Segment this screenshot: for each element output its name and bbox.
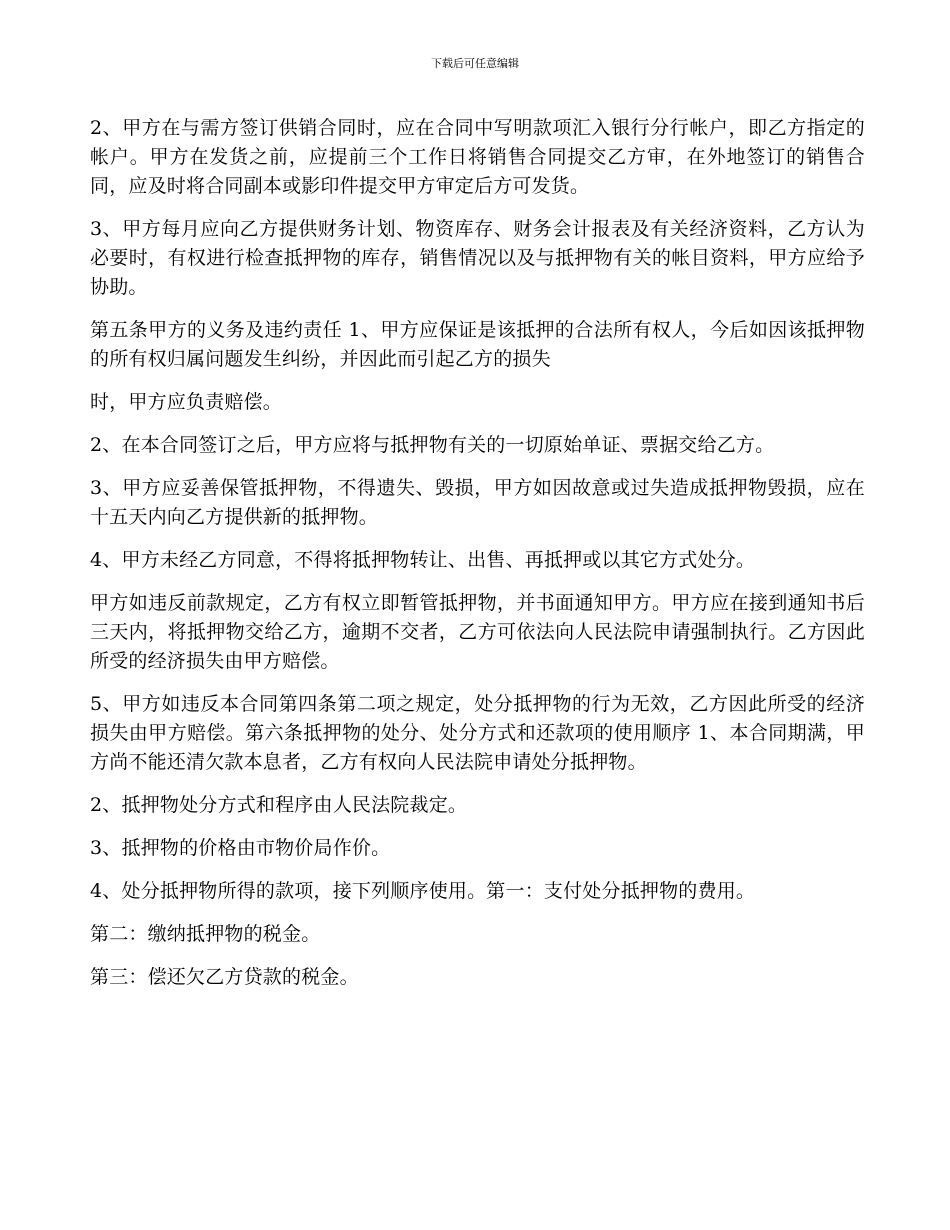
paragraph-article-5-1-cont: 时，甲方应负责赔偿。 [90, 391, 283, 413]
document-body [90, 114, 865, 1006]
paragraph-article-5-4: 4、甲方未经乙方同意，不得将抵押物转让、出售、再抵押或以其它方式处分。 [90, 549, 756, 571]
paragraph-clause-4-3: 3、甲方每月应向乙方提供财务计划、物资库存、财务会计报表及有关经济资料，乙方认为必要时，有权进行检查抵押物的库存，销售情况以及与抵押物有关的帐目资料，甲方应给予协助。 [90, 218, 865, 298]
paragraph-article-5-3: 3、甲方应妥善保管抵押物，不得遗失、毁损，甲方如因故意或过失造成抵押物毁损，应在十五天内向乙方提供新的抵押物。 [90, 477, 865, 528]
paragraph-article-5-4-detail: 甲方如违反前款规定，乙方有权立即暂管抵押物，并书面通知甲方。甲方应在接到通知书后三天内，将抵押物交给乙方，逾期不交者，乙方可依法向人民法院申请强制执行。乙方因此所受的经济损失由甲方赔偿。 [90, 592, 865, 672]
paragraph-article-6-4: 4、处分抵押物所得的款项，接下列顺序使用。第一：支付处分抵押物的费用。 [90, 880, 756, 902]
paragraph-article-5-1: 第五条甲方的义务及违约责任 1、甲方应保证是该抵押的合法所有权人，今后如因该抵押物的所有权归属问题发生纠纷，并因此而引起乙方的损失 [90, 319, 865, 370]
paragraph-article-5-2: 2、在本合同签订之后，甲方应将与抵押物有关的一切原始单证、票据交给乙方。 [90, 434, 775, 456]
paragraph-article-5-5-article-6-1: 5、甲方如违反本合同第四条第二项之规定，处分抵押物的行为无效，乙方因此所受的经济损失由甲方赔偿。第六条抵押物的处分、处分方式和还款项的使用顺序 1、本合同期满，甲方尚不能还清欠款本息者，乙方有权向人民法院申请处分抵押物。 [90, 693, 865, 773]
page-header: 下载后可任意编辑 [431, 57, 519, 70]
paragraph-article-6-3: 3、抵押物的价格由市物价局作价。 [90, 837, 391, 859]
paragraph-clause-4-2: 2、甲方在与需方签订供销合同时，应在合同中写明款项汇入银行分行帐户，即乙方指定的帐户。甲方在发货之前，应提前三个工作日将销售合同提交乙方审，在外地签订的销售合同，应及时将合同副本或影印件提交甲方审定后方可发货。 [90, 117, 865, 197]
paragraph-article-6-2: 2、抵押物处分方式和程序由人民法院裁定。 [90, 794, 468, 816]
paragraph-article-6-4-third: 第三：偿还欠乙方贷款的税金。 [90, 966, 359, 988]
paragraph-article-6-4-second: 第二：缴纳抵押物的税金。 [90, 923, 321, 945]
